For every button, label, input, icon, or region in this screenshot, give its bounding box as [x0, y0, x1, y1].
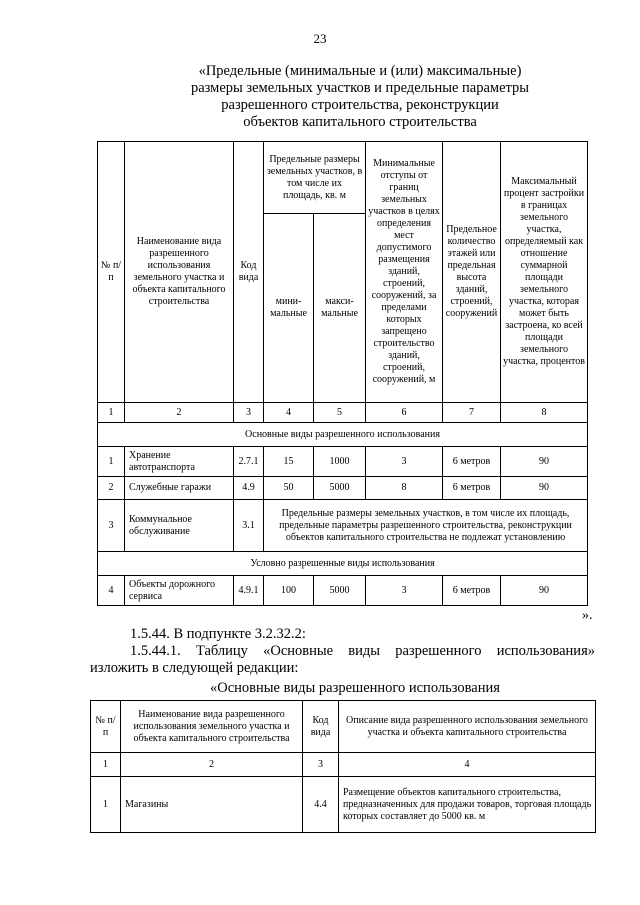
col-number: 3	[303, 753, 339, 777]
col-number: 2	[121, 753, 303, 777]
section-main: Основные виды разрешенного использования	[98, 423, 588, 447]
row-code: 4.4	[303, 777, 339, 833]
row-desc: Размещение объектов капитального строительства, предназначенных для продажи товаров, торговая площадь которых составляет до 5000 кв. м	[339, 777, 596, 833]
row-floors: 6 метров	[443, 576, 501, 606]
title-line: разрешенного строительства, реконструкции	[221, 97, 499, 113]
col-number: 6	[366, 403, 443, 423]
row-name: Магазины	[121, 777, 303, 833]
row-num: 1	[98, 447, 125, 477]
row-num: 2	[98, 477, 125, 500]
row-code: 2.7.1	[234, 447, 264, 477]
page-number: 23	[313, 31, 327, 46]
row-setback: 8	[366, 477, 443, 500]
header-name: Наименование вида разрешенного использования земельного участка и объекта капитального строительства	[125, 142, 234, 403]
header-setback: Минимальные отступы от границ земельных участков в целях определения мест допустимого размещения зданий, строений, сооружений, за пределами которых запрещено строительство зданий, строений, сооружений, м	[366, 142, 443, 403]
header-sizes: Предельные размеры земельных участков, в том числе их площадь, кв. м	[264, 142, 366, 214]
closing-quote: ».	[582, 608, 593, 623]
title-line: «Предельные (минимальные и (или) максимальные)	[198, 63, 522, 79]
row-min: 50	[264, 477, 314, 500]
header-num: № п/п	[91, 701, 121, 753]
row-coverage: 90	[501, 447, 588, 477]
header-floors: Предельное количество этажей или предельная высота зданий, строений, сооружений	[443, 142, 501, 403]
parameters-table	[97, 141, 588, 606]
row-setback: 3	[366, 576, 443, 606]
row-code: 3.1	[234, 500, 264, 552]
col-number: 3	[234, 403, 264, 423]
table2-title: «Основные виды разрешенного использования	[210, 680, 500, 696]
table-row	[91, 777, 596, 833]
row-coverage: 90	[501, 576, 588, 606]
table-row	[98, 447, 588, 477]
row-max: 5000	[314, 477, 366, 500]
title-line: размеры земельных участков и предельные параметры	[190, 80, 530, 96]
table-row	[98, 576, 588, 606]
paragraph-table-change-cont: изложить в следующей редакции:	[90, 660, 299, 676]
header-desc: Описание вида разрешенного использования земельного участка и объекта капитального строительства	[339, 701, 596, 753]
header-num: № п/п	[98, 142, 125, 403]
row-max: 1000	[314, 447, 366, 477]
paragraph-subpoint: 1.5.44. В подпункте 3.2.32.2:	[130, 626, 306, 642]
table-row	[98, 500, 588, 552]
row-floors: 6 метров	[443, 477, 501, 500]
row-floors: 6 метров	[443, 447, 501, 477]
header-name: Наименование вида разрешенного использования земельного участка и объекта капитального строительства	[121, 701, 303, 753]
main-uses-table	[90, 700, 596, 833]
row-coverage: 90	[501, 477, 588, 500]
col-number: 1	[91, 753, 121, 777]
row-max: 5000	[314, 576, 366, 606]
col-number: 5	[314, 403, 366, 423]
col-number: 7	[443, 403, 501, 423]
row-num: 4	[98, 576, 125, 606]
col-number: 1	[98, 403, 125, 423]
row-note: Предельные размеры земельных участков, в том числе их площадь, предельные параметры разрешенного строительства, реконструкции объектов капитального строительства не подлежат установлению	[264, 500, 588, 552]
document-title	[150, 63, 570, 131]
row-name: Коммунальное обслуживание	[125, 500, 234, 552]
row-num: 1	[91, 777, 121, 833]
section-conditional: Условно разрешенные виды использования	[98, 552, 588, 576]
paragraph-table-change: 1.5.44.1. Таблицу «Основные виды разрешенного использования»	[130, 643, 595, 659]
header-coverage: Максимальный процент застройки в границах земельного участка, определяемый как отношение суммарной площади земельного участка, которая может быть застроена, ко всей площади земельного участка, процентов	[501, 142, 588, 403]
row-code: 4.9.1	[234, 576, 264, 606]
header-code: Код вида	[303, 701, 339, 753]
row-min: 15	[264, 447, 314, 477]
row-name: Хранение автотранспорта	[125, 447, 234, 477]
row-min: 100	[264, 576, 314, 606]
row-code: 4.9	[234, 477, 264, 500]
col-number: 2	[125, 403, 234, 423]
row-setback: 3	[366, 447, 443, 477]
row-name: Объекты дорожного сервиса	[125, 576, 234, 606]
header-max: макси-мальные	[314, 214, 366, 403]
header-min: мини-мальные	[264, 214, 314, 403]
col-number: 4	[339, 753, 596, 777]
title-line: объектов капитального строительства	[243, 114, 477, 130]
row-name: Служебные гаражи	[125, 477, 234, 500]
col-number: 4	[264, 403, 314, 423]
col-number: 8	[501, 403, 588, 423]
table-row	[98, 477, 588, 500]
header-code: Код вида	[234, 142, 264, 403]
row-num: 3	[98, 500, 125, 552]
